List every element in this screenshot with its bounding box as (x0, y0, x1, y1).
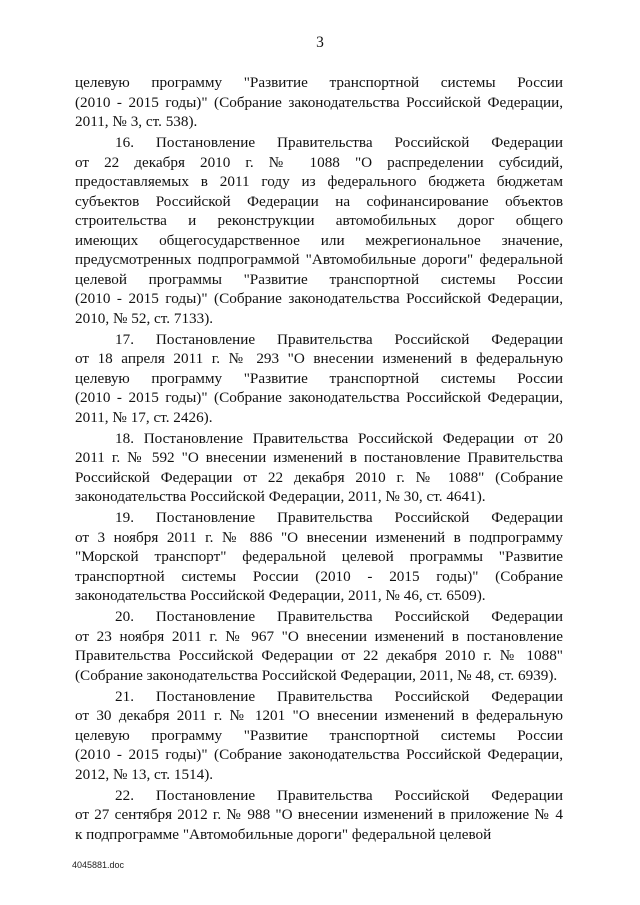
text-line: от 23 ноября 2011 г. № 967 "О внесении изменений в постановление (75, 627, 563, 645)
text-line: "Морской транспорт" федеральной целевой программы "Развитие (75, 548, 563, 565)
text-line: 18. Постановление Правительства Российской Федерации от 20 (115, 429, 563, 447)
text-line: целевую программу "Развитие транспортной системы России (75, 74, 563, 91)
paragraph (75, 786, 563, 845)
text-line: имеющих общегосударственное или межрегиональное значение, (75, 231, 563, 249)
file-name-footer: 4045881.doc (72, 860, 125, 870)
paragraph (75, 508, 563, 606)
text-line: 20. Постановление Правительства Российской Федерации (115, 608, 563, 625)
text-line: (2010 - 2015 годы)" (Собрание законодательства Российской Федерации, (75, 93, 563, 111)
text-line: от 22 декабря 2010 г. № 1088 "О распределении субсидий, (75, 153, 563, 171)
text-line: 2010, № 52, ст. 7133). (75, 309, 214, 327)
text-line: 17. Постановление Правительства Российской Федерации (115, 330, 563, 348)
text-line: Правительства Российской Федерации от 22 декабря 2010 г. № 1088" (75, 647, 563, 664)
text-line: законодательства Российской Федерации, 2011, № 30, ст. 4641). (75, 488, 486, 505)
paragraph (75, 73, 563, 132)
text-line: от 3 ноября 2011 г. № 886 "О внесении изменений в подпрограмму (75, 528, 563, 546)
paragraph (75, 687, 563, 785)
text-line: 19. Постановление Правительства Российской Федерации (115, 509, 563, 526)
text-line: (2010 - 2015 годы)" (Собрание законодательства Российской Федерации, (75, 389, 563, 406)
text-line: от 27 сентября 2012 г. № 988 "О внесении изменений в приложение № 4 (75, 806, 563, 823)
paragraph (75, 429, 563, 507)
document-body (75, 73, 563, 844)
text-line: 2011 г. № 592 "О внесении изменений в постановление Правительства (75, 449, 563, 466)
text-line: транспортной системы России (2010 - 2015 годы)" (Собрание (75, 567, 563, 585)
text-line: предоставляемых в 2011 году из федерального бюджета бюджетам (75, 173, 563, 190)
text-line: Российской Федерации от 22 декабря 2010 г. № 1088" (Собрание (75, 468, 563, 486)
text-line: целевую программу "Развитие транспортной системы России (75, 726, 563, 744)
text-line: 2011, № 17, ст. 2426). (75, 408, 213, 426)
text-line: 2011, № 3, ст. 538). (75, 113, 198, 130)
text-line: к подпрограмме "Автомобильные дороги" федеральной целевой (75, 825, 492, 843)
paragraph (75, 607, 563, 685)
text-line: 21. Постановление Правительства Российской Федерации (115, 687, 563, 705)
text-line: предусмотренных подпрограммой "Автомобильные дороги" федеральной (75, 251, 563, 268)
text-line: законодательства Российской Федерации, 2011, № 46, ст. 6509). (75, 587, 486, 604)
text-line: от 18 апреля 2011 г. № 293 "О внесении изменений в федеральную (75, 350, 563, 367)
text-line: целевую программу "Развитие транспортной системы России (75, 369, 563, 387)
text-line: 16. Постановление Правительства Российской Федерации (115, 134, 563, 151)
text-line: (2010 - 2015 годы)" (Собрание законодательства Российской Федерации, (75, 746, 563, 763)
text-line: от 30 декабря 2011 г. № 1201 "О внесении изменений в федеральную (75, 707, 563, 724)
text-line: субъектов Российской Федерации на софинансирование объектов (75, 192, 563, 210)
text-line: (2010 - 2015 годы)" (Собрание законодательства Российской Федерации, (75, 290, 563, 307)
text-line: 2012, № 13, ст. 1514). (75, 765, 214, 783)
text-line: строительства и реконструкции автомобильных дорог общего (75, 212, 563, 229)
text-line: 22. Постановление Правительства Российской Федерации (115, 786, 563, 804)
paragraph (75, 330, 563, 428)
text-line: (Собрание законодательства Российской Федерации, 2011, № 48, ст. 6939). (75, 666, 558, 684)
text-line: целевой программы "Развитие транспортной системы России (75, 270, 563, 288)
page-number: 3 (316, 34, 324, 51)
paragraph (75, 133, 563, 328)
